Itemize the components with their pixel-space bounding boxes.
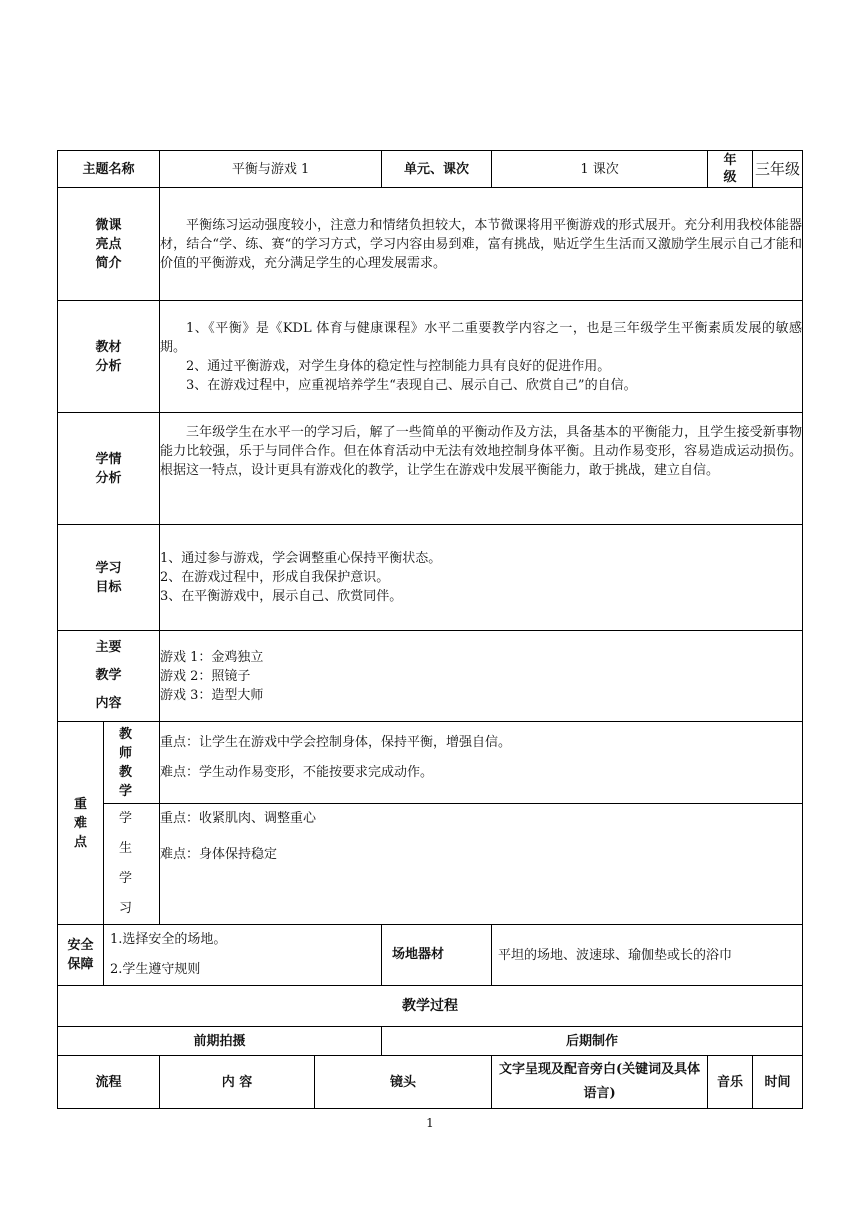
- student-key: 重点：收紧肌肉、调整重心: [160, 811, 317, 826]
- highlights-label: 微课亮点简介: [58, 188, 160, 301]
- focus-student-row: [58, 804, 803, 925]
- goals-row: [58, 525, 803, 631]
- goals-text: [160, 525, 803, 631]
- students-label: 学情分析: [58, 413, 160, 525]
- grade-value: 三年级: [753, 151, 803, 188]
- col-music: 音乐: [708, 1056, 753, 1109]
- highlights-text: 平衡练习运动强度较小，注意力和情绪负担较大，本节微课将用平衡游戏的形式展开。充分利用我校体能器材，结合“学、练、赛“的学习方式，学习内容由易到难，富有挑战，贴近学生生活而又激励学生展示自己才能和价值的平衡游戏，充分满足学生的心理发展需求。: [160, 188, 803, 301]
- content-row: [58, 631, 803, 722]
- focus-teacher-row: [58, 722, 803, 804]
- topic-value: 平衡与游戏 1: [160, 151, 382, 188]
- header-row: [58, 151, 803, 188]
- student-label: 学生学习: [104, 804, 160, 925]
- unit-label: 单元、课次: [382, 151, 492, 188]
- content-text: [160, 631, 803, 722]
- safety-label: 安全保障: [58, 925, 104, 986]
- focus-label: 重难点: [58, 722, 104, 925]
- teacher-difficulty: 难点：学生动作易变形，不能按要求完成动作。: [160, 765, 434, 780]
- process-title-row: [58, 986, 803, 1027]
- goal-line: 2、在游戏过程中，形成自我保护意识。: [160, 570, 390, 585]
- safety-row: [58, 925, 803, 986]
- venue-value: 平坦的场地、波速球、瑜伽垫或长的浴巾: [492, 925, 803, 986]
- content-line: 游戏 1：金鸡独立: [160, 649, 264, 665]
- material-text: [160, 301, 803, 413]
- topic-label: 主题名称: [58, 151, 160, 188]
- teacher-key: 重点：让学生在游戏中学会控制身体，保持平衡，增强自信。: [160, 735, 512, 750]
- content-label: 主要教学内容: [58, 631, 160, 722]
- safety-line: 2.学生遵守规则: [110, 962, 201, 977]
- goal-line: 3、在平衡游戏中，展示自己、欣赏同伴。: [160, 589, 403, 604]
- col-shot: 镜头: [315, 1056, 492, 1109]
- goals-label: 学习目标: [58, 525, 160, 631]
- col-flow: 流程: [58, 1056, 160, 1109]
- safety-text: [104, 925, 382, 986]
- material-line: 3、在游戏过程中，应重视培养学生“表现自己、展示自己、欣赏自己”的自信。: [186, 377, 637, 393]
- material-line: 1、《平衡》是《KDL 体育与健康课程》水平二重要教学内容之一，也是三年级学生平衡素质发展的敏感期。: [160, 320, 803, 355]
- teacher-label: 教师教学: [104, 722, 160, 804]
- students-text: 三年级学生在水平一的学习后，解了一些简单的平衡动作及方法，具备基本的平衡能力，且学生接受新事物能力比较强，乐于与同伴合作。但在体育活动中无法有效地控制身体平衡。且动作易变形，容易造成运动损伤。根据这一特点，设计更具有游戏化的教学，让学生在游戏中发展平衡能力，敢于挑战，建立自信。: [160, 413, 803, 525]
- students-row: [58, 413, 803, 525]
- col-narration: 文字呈现及配音旁白(关键词及具体语言): [492, 1056, 708, 1109]
- col-content: 内 容: [160, 1056, 315, 1109]
- post-production-label: 后期制作: [382, 1027, 803, 1056]
- unit-value: 1 课次: [492, 151, 708, 188]
- col-time: 时间: [753, 1056, 803, 1109]
- process-title: 教学过程: [58, 986, 803, 1027]
- material-row: [58, 301, 803, 413]
- goal-line: 1、通过参与游戏，学会调整重心保持平衡状态。: [160, 551, 442, 566]
- page-number: 1: [426, 1116, 434, 1130]
- content-line: 游戏 2：照镜子: [160, 668, 251, 684]
- student-focus: [160, 804, 803, 925]
- venue-label: 场地器材: [382, 925, 492, 986]
- highlights-row: [58, 188, 803, 301]
- process-phase-row: [58, 1027, 803, 1056]
- material-line: 2、通过平衡游戏，对学生身体的稳定性与控制能力具有良好的促进作用。: [186, 358, 611, 374]
- teacher-focus: [160, 722, 803, 804]
- material-label: 教材分析: [58, 301, 160, 413]
- safety-line: 1.选择安全的场地。: [110, 932, 227, 947]
- content-line: 游戏 3：造型大师: [160, 687, 264, 703]
- grade-label: 年级: [708, 151, 753, 188]
- lesson-plan-table: [57, 150, 803, 1109]
- process-columns-row: [58, 1056, 803, 1109]
- student-difficulty: 难点：身体保持稳定: [160, 847, 278, 862]
- pre-production-label: 前期拍摄: [58, 1027, 382, 1056]
